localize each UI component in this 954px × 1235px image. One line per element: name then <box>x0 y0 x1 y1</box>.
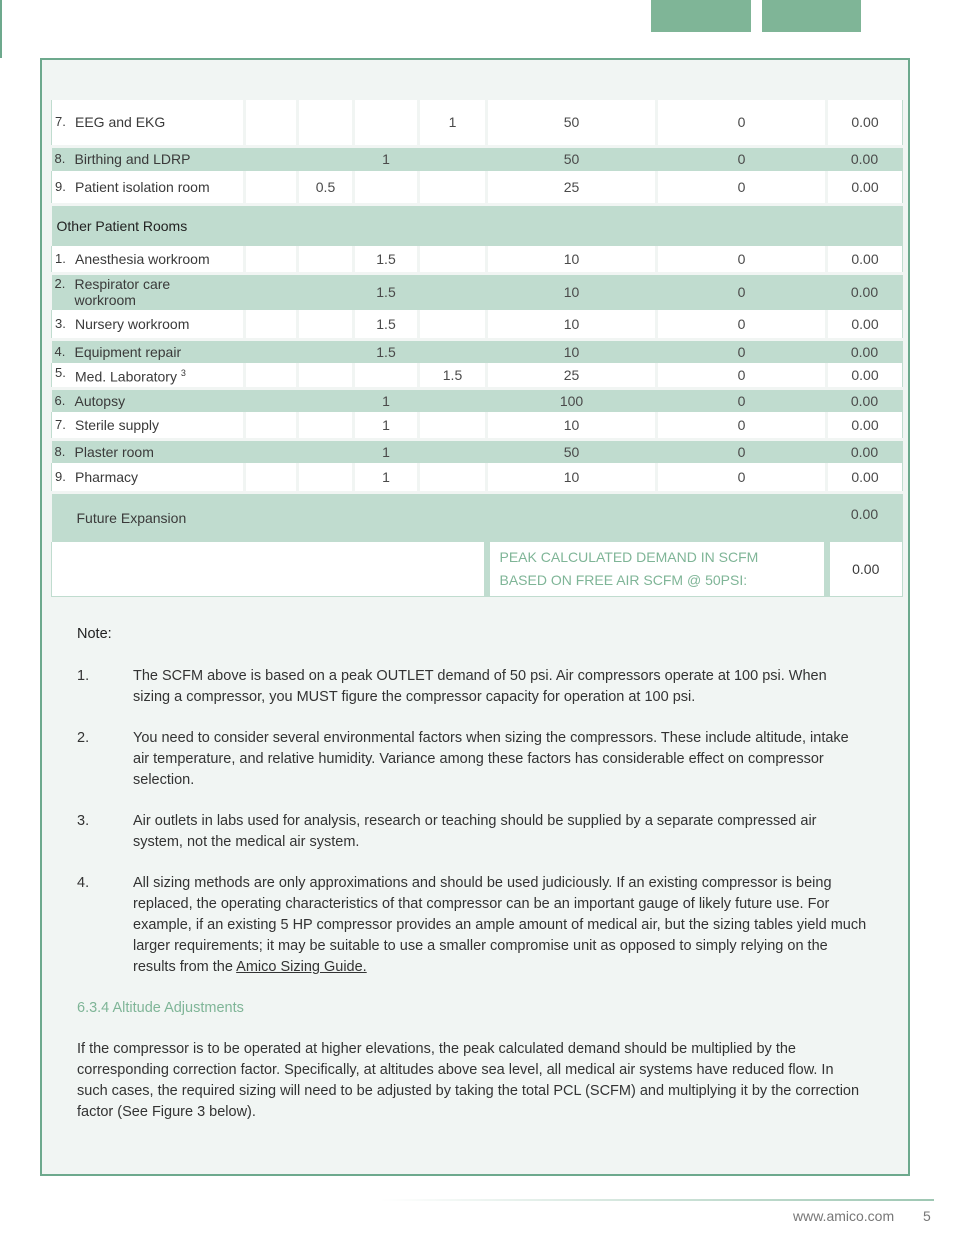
table-row <box>52 339 903 363</box>
table-cell-c7: 0.00 <box>827 363 903 388</box>
table-cell-c1 <box>245 171 298 204</box>
table-cell-c2 <box>298 246 354 273</box>
table-cell-c4 <box>419 439 487 463</box>
row-label-text: Med. Laboratory <box>75 368 177 385</box>
row-label-text: Patient isolation room <box>75 178 210 195</box>
table-cell-c1 <box>245 339 298 363</box>
peak-demand-label-line2: BASED ON FREE AIR SCFM @ 50PSI: <box>499 572 748 588</box>
table-cell-c3: 1.5 <box>354 310 419 339</box>
row-label <box>52 339 245 363</box>
table-cell-c1 <box>245 439 298 463</box>
note-number: 3. <box>77 813 90 829</box>
row-number: 9. <box>55 178 66 194</box>
row-number: 3. <box>55 315 66 331</box>
table-cell-c4 <box>419 171 487 204</box>
row-number: 4. <box>54 343 66 359</box>
table-cell-c3 <box>354 363 419 388</box>
table-cell-c2 <box>298 412 354 439</box>
table-cell-c4: 1.5 <box>419 363 487 388</box>
future-expansion-row <box>52 492 903 542</box>
table-cell-c7: 0.00 <box>827 388 903 412</box>
row-label <box>52 246 245 273</box>
table-cell-c4: 1 <box>419 100 487 146</box>
table-cell-c6: 0 <box>657 100 827 146</box>
table-row <box>52 100 903 146</box>
row-label <box>52 388 245 412</box>
table-cell-c3 <box>354 171 419 204</box>
table-row <box>52 246 903 273</box>
altitude-subheading: 6.3.4 Altitude Adjustments <box>77 1000 244 1016</box>
table-row <box>52 388 903 412</box>
row-label-text: Pharmacy <box>75 468 139 485</box>
table-cell-c6: 0 <box>657 388 827 412</box>
note-item <box>77 811 867 853</box>
table-cell-c6: 0 <box>657 439 827 463</box>
row-label <box>52 100 245 146</box>
table-cell-c2: 0.5 <box>298 171 354 204</box>
table-cell-c2 <box>298 273 354 310</box>
table-cell-c3: 1 <box>354 146 419 171</box>
table-row <box>52 310 903 339</box>
table-cell-c7: 0.00 <box>827 246 903 273</box>
note-text <box>133 728 867 791</box>
table-cell-c4 <box>419 310 487 339</box>
table-cell-c3: 1.5 <box>354 273 419 310</box>
note-item <box>77 728 867 791</box>
table-cell-c5: 50 <box>487 100 657 146</box>
table-cell-c4 <box>419 246 487 273</box>
table-cell-c7: 0.00 <box>827 439 903 463</box>
table-cell-c3: 1 <box>354 388 419 412</box>
row-number: 8. <box>54 443 66 459</box>
row-label <box>52 171 245 204</box>
table-cell-c4 <box>419 273 487 310</box>
table-cell-c1 <box>245 273 298 310</box>
table-cell-c6: 0 <box>657 310 827 339</box>
footer-divider <box>380 1199 934 1201</box>
table-cell-c3: 1.5 <box>354 246 419 273</box>
table-cell-c3 <box>354 100 419 146</box>
row-label-text: EEG and EKG <box>75 114 166 131</box>
row-label <box>52 412 245 439</box>
table-cell-c5: 10 <box>487 273 657 310</box>
table-cell-c2 <box>298 439 354 463</box>
note-text <box>133 666 867 708</box>
footnote-marker: 3 <box>180 367 186 378</box>
table-cell-c5: 50 <box>487 439 657 463</box>
row-number: 7. <box>55 416 66 432</box>
table-row <box>52 412 903 439</box>
table-cell-c2 <box>298 100 354 146</box>
table-cell-c1 <box>245 412 298 439</box>
table-cell-c4 <box>419 463 487 492</box>
table-row <box>52 273 903 310</box>
note-number: 1. <box>77 668 90 684</box>
note-item <box>77 873 867 978</box>
table-cell-c5: 10 <box>487 310 657 339</box>
row-label-text: Anesthesia workroom <box>75 250 210 267</box>
notes-title: Note: <box>77 626 112 642</box>
table-cell-c6: 0 <box>657 146 827 171</box>
table-cell-c7: 0.00 <box>827 273 903 310</box>
row-label <box>52 146 245 171</box>
table-cell-c6: 0 <box>657 273 827 310</box>
row-number: 6. <box>54 392 66 408</box>
table-cell-c5: 25 <box>487 171 657 204</box>
table-cell-c4 <box>419 388 487 412</box>
table-row <box>52 146 903 171</box>
table-cell-c5: 100 <box>487 388 657 412</box>
table-cell-c5: 10 <box>487 463 657 492</box>
table-cell-c7: 0.00 <box>827 339 903 363</box>
header-tab-right <box>762 0 861 32</box>
table-cell-c5: 10 <box>487 339 657 363</box>
content-panel <box>40 58 910 1176</box>
row-label-text-line2: workroom <box>74 292 136 309</box>
table-cell-c1 <box>245 100 298 146</box>
row-number: 1. <box>55 250 66 266</box>
note-number: 4. <box>77 875 90 891</box>
row-label-text: Birthing and LDRP <box>74 151 191 168</box>
peak-demand-label <box>487 542 827 597</box>
table-cell-c5: 10 <box>487 246 657 273</box>
table-row <box>52 363 903 388</box>
table-cell-c7: 0.00 <box>827 171 903 204</box>
table-cell-c7: 0.00 <box>827 463 903 492</box>
row-number: 8. <box>54 151 66 167</box>
row-label <box>52 273 245 310</box>
table-row <box>52 171 903 204</box>
note-number: 2. <box>77 730 90 746</box>
table-cell-c1 <box>245 388 298 412</box>
table-row <box>52 439 903 463</box>
row-number: 7. <box>55 114 66 130</box>
table-cell-c7: 0.00 <box>827 146 903 171</box>
peak-demand-value: 0.00 <box>827 542 903 597</box>
table-row <box>52 463 903 492</box>
notes-section <box>77 624 867 1123</box>
header-tab-left <box>651 0 751 32</box>
table-cell-c6: 0 <box>657 246 827 273</box>
table-cell-c5: 10 <box>487 412 657 439</box>
table-cell-c1 <box>245 310 298 339</box>
peak-demand-label-line1: PEAK CALCULATED DEMAND IN SCFM <box>499 549 759 565</box>
note-body: All sizing methods are only approximations and should be used judiciously. If an existing compressor is being replaced, the operating characteristics of that compressor can be an important gauge of likely future use. For example, if an existing 5 HP compressor provides an ample amount of medical air, but the sizing tables yield much larger requirements; it may be suitable to use a smaller compromise unit as opposed to simply relying on the results from the <box>133 875 867 975</box>
table-cell-c4 <box>419 146 487 171</box>
row-label-text: Sterile supply <box>75 416 160 433</box>
row-label <box>52 363 245 388</box>
table-cell-c2 <box>298 310 354 339</box>
table-cell-c6: 0 <box>657 412 827 439</box>
sizing-guide-link[interactable]: Amico Sizing Guide. <box>236 959 367 975</box>
table-cell-c2 <box>298 339 354 363</box>
table-cell-c4 <box>419 412 487 439</box>
table-cell-c7: 0.00 <box>827 100 903 146</box>
table-cell-c2 <box>298 363 354 388</box>
table-cell-c3: 1.5 <box>354 339 419 363</box>
footer-url[interactable]: www.amico.com <box>793 1208 895 1224</box>
table-cell-c3: 1 <box>354 439 419 463</box>
table-cell-c5: 50 <box>487 146 657 171</box>
note-text <box>133 873 867 978</box>
section-title: Other Patient Rooms <box>52 204 903 246</box>
table-cell-c1 <box>245 463 298 492</box>
table-cell-c4 <box>419 339 487 363</box>
row-label-text: Nursery workroom <box>75 315 190 332</box>
table-cell-c3: 1 <box>354 412 419 439</box>
sizing-table <box>51 100 903 597</box>
row-label <box>52 310 245 339</box>
table-cell-c1 <box>245 146 298 171</box>
table-cell-c7: 0.00 <box>827 412 903 439</box>
row-number: 2. <box>54 276 66 292</box>
note-body: The SCFM above is based on a peak OUTLET demand of 50 psi. Air compressors operate at 100 psi. When sizing a compressor, you MUST figure the compressor capacity for operation at 100 psi. <box>133 668 827 705</box>
table-cell-c6: 0 <box>657 363 827 388</box>
row-label-text: Respirator care <box>74 276 171 293</box>
table-cell-c7: 0.00 <box>827 310 903 339</box>
table-cell-c2 <box>298 388 354 412</box>
note-item <box>77 666 867 708</box>
table-cell-c2 <box>298 146 354 171</box>
table-cell-c6: 0 <box>657 339 827 363</box>
row-label-text: Autopsy <box>74 392 126 409</box>
table-cell-c5: 25 <box>487 363 657 388</box>
table-cell-c6: 0 <box>657 463 827 492</box>
row-number: 9. <box>55 468 66 484</box>
table-cell-c2 <box>298 463 354 492</box>
left-accent-bar <box>0 0 2 58</box>
row-label <box>52 439 245 463</box>
future-expansion-value: 0.00 <box>827 492 903 542</box>
note-body: Air outlets in labs used for analysis, research or teaching should be supplied by a separate compressed air system, not the medical air system. <box>133 813 817 850</box>
page-number: 5 <box>923 1208 931 1224</box>
row-label <box>52 463 245 492</box>
table-cell-c1 <box>245 363 298 388</box>
altitude-paragraph: If the compressor is to be operated at higher elevations, the peak calculated demand should be multiplied by the corresponding correction factor. Specifically, at altitudes above sea level, all medical air systems have reduced flow. In such cases, the required sizing will need to be adjusted by taking the total PCL (SCFM) and multiplying it by the correction factor (See Figure 3 below). <box>77 1041 860 1120</box>
peak-demand-row <box>52 542 903 597</box>
row-label-text: Plaster room <box>74 443 154 460</box>
note-text <box>133 811 867 853</box>
table-cell-c3: 1 <box>354 463 419 492</box>
row-number: 5. <box>55 364 66 380</box>
section-row <box>52 204 903 246</box>
table-cell-c6: 0 <box>657 171 827 204</box>
table-cell-c1 <box>245 246 298 273</box>
note-body: You need to consider several environmental factors when sizing the compressors. These include altitude, intake air temperature, and relative humidity. Variance among these factors has considerable effect on compressor selection. <box>133 730 849 788</box>
row-label-text: Equipment repair <box>74 343 182 360</box>
future-expansion-label: Future Expansion <box>52 492 827 542</box>
